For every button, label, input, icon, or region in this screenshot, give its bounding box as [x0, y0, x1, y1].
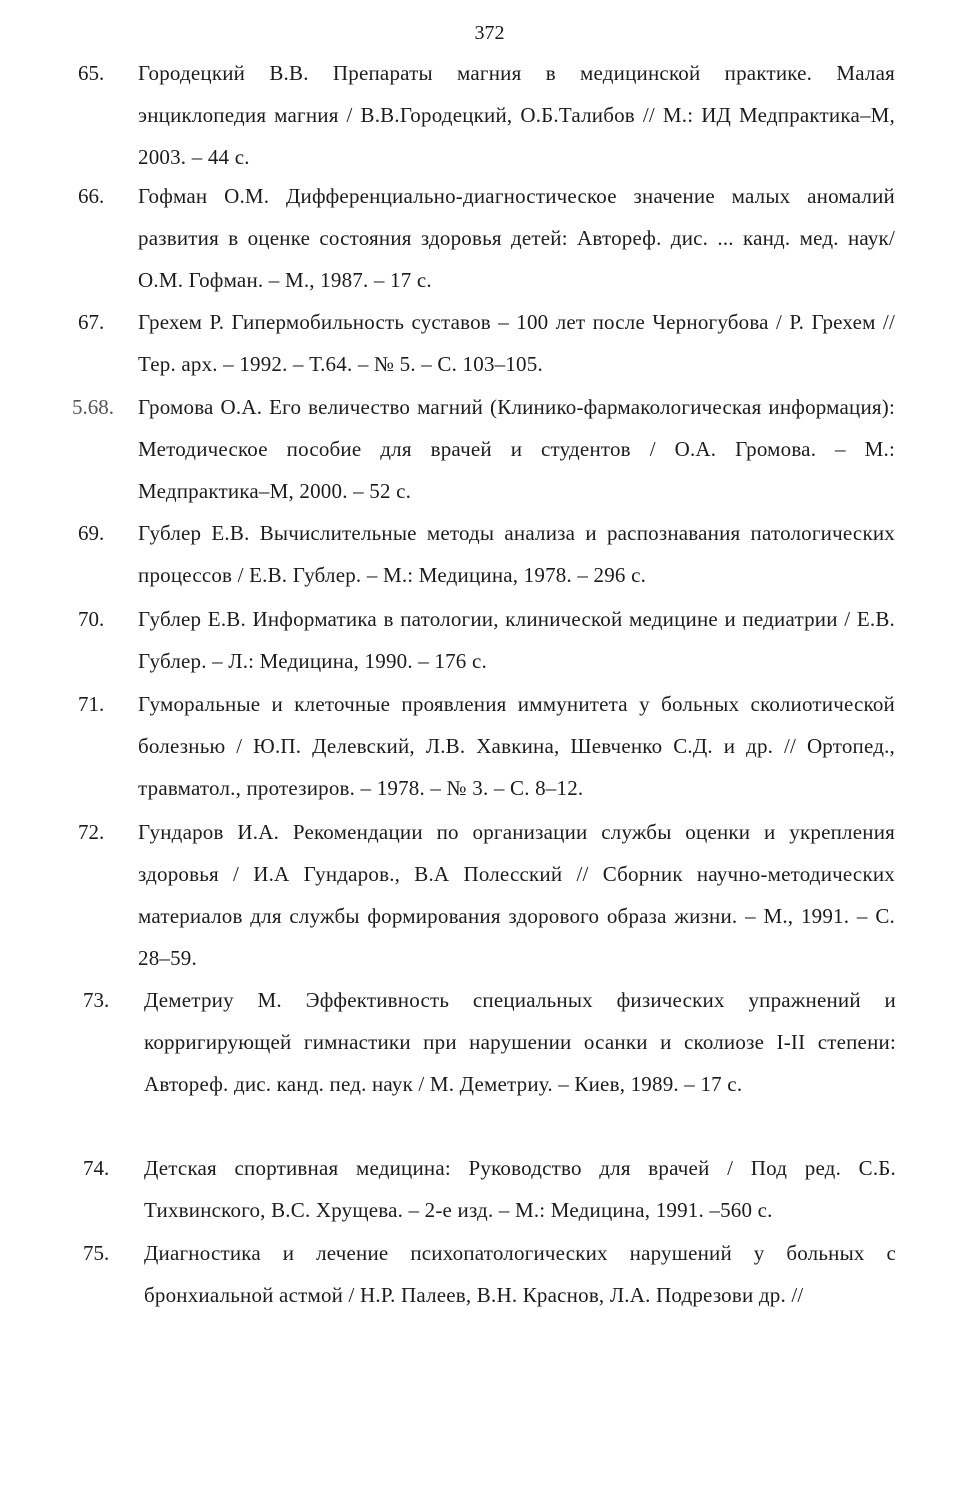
entry-number: 75.	[83, 1241, 110, 1265]
entry-text: Деметриу М. Эффективность специальных физических упражнений и корригирующей гимнастики при нарушении осанки и сколиозе I-II степени: Автореф. дис. канд. пед. наук / М. Деметриу. – Киев, 1989. – 17 с.	[144, 988, 896, 1096]
entry-number: 67.	[78, 310, 105, 334]
entry-text: Гундаров И.А. Рекомендации по организации службы оценки и укрепления здоровья / И.А Гундаров., В.А Полесский // Сборник научно-методических материалов для службы формирования здорового образа жизни. – М., 1991. – С. 28–59.	[138, 820, 895, 970]
entry-number: 65.	[78, 61, 105, 85]
entry-number: 5.68.	[72, 395, 114, 419]
entry-number: 73.	[83, 988, 110, 1012]
entry-number: 74.	[83, 1156, 110, 1180]
entry-text: Гофман О.М. Дифференциально-диагностическое значение малых аномалий развития в оценке состояния здоровья детей: Автореф. дис. ... канд. мед. наук/ О.М. Гофман. – М., 1987. – 17 с.	[138, 184, 895, 292]
page-number: 372	[474, 22, 505, 44]
entry-number: 66.	[78, 184, 105, 208]
entry-number: 72.	[78, 820, 105, 844]
entry-number: 70.	[78, 607, 105, 631]
entry-text: Детская спортивная медицина: Руководство для врачей / Под ред. С.Б. Тихвинского, В.С. Хрущева. – 2-е изд. – М.: Медицина, 1991. –560 с.	[144, 1156, 896, 1222]
entry-text: Гублер Е.В. Информатика в патологии, клинической медицине и педиатрии / Е.В. Гублер. – Л.: Медицина, 1990. – 176 с.	[138, 607, 895, 673]
entry-number: 69.	[78, 521, 105, 545]
entry-text: Грехем Р. Гипермобильность суставов – 100 лет после Черногубова / Р. Грехем // Тер. арх. – 1992. – Т.64. – № 5. – С. 103–105.	[138, 310, 895, 376]
entry-text: Громова О.А. Его величество магний (Клинико-фармакологическая информация): Методическое пособие для врачей и студентов / О.А. Громова. – М.: Медпрактика–М, 2000. – 52 с.	[138, 395, 895, 503]
entry-number: 71.	[78, 692, 105, 716]
entry-text: Диагностика и лечение психопатологических нарушений у больных с бронхиальной астмой / Н.Р. Палеев, В.Н. Краснов, Л.А. Подрезови др. //	[144, 1241, 896, 1307]
entry-text: Гублер Е.В. Вычислительные методы анализа и распознавания патологических процессов / Е.В. Гублер. – М.: Медицина, 1978. – 296 с.	[138, 521, 895, 587]
entry-text: Городецкий В.В. Препараты магния в медицинской практике. Малая энциклопедия магния / В.В.Городецкий, О.Б.Талибов // М.: ИД Медпрактика–М, 2003. – 44 с.	[138, 61, 895, 169]
entry-text: Гуморальные и клеточные проявления иммунитета у больных сколиотической болезнью / Ю.П. Делевский, Л.В. Хавкина, Шевченко С.Д. и др. // Ортопед., травматол., протезиров. – 1978. – № 3. – С. 8–12.	[138, 692, 895, 800]
